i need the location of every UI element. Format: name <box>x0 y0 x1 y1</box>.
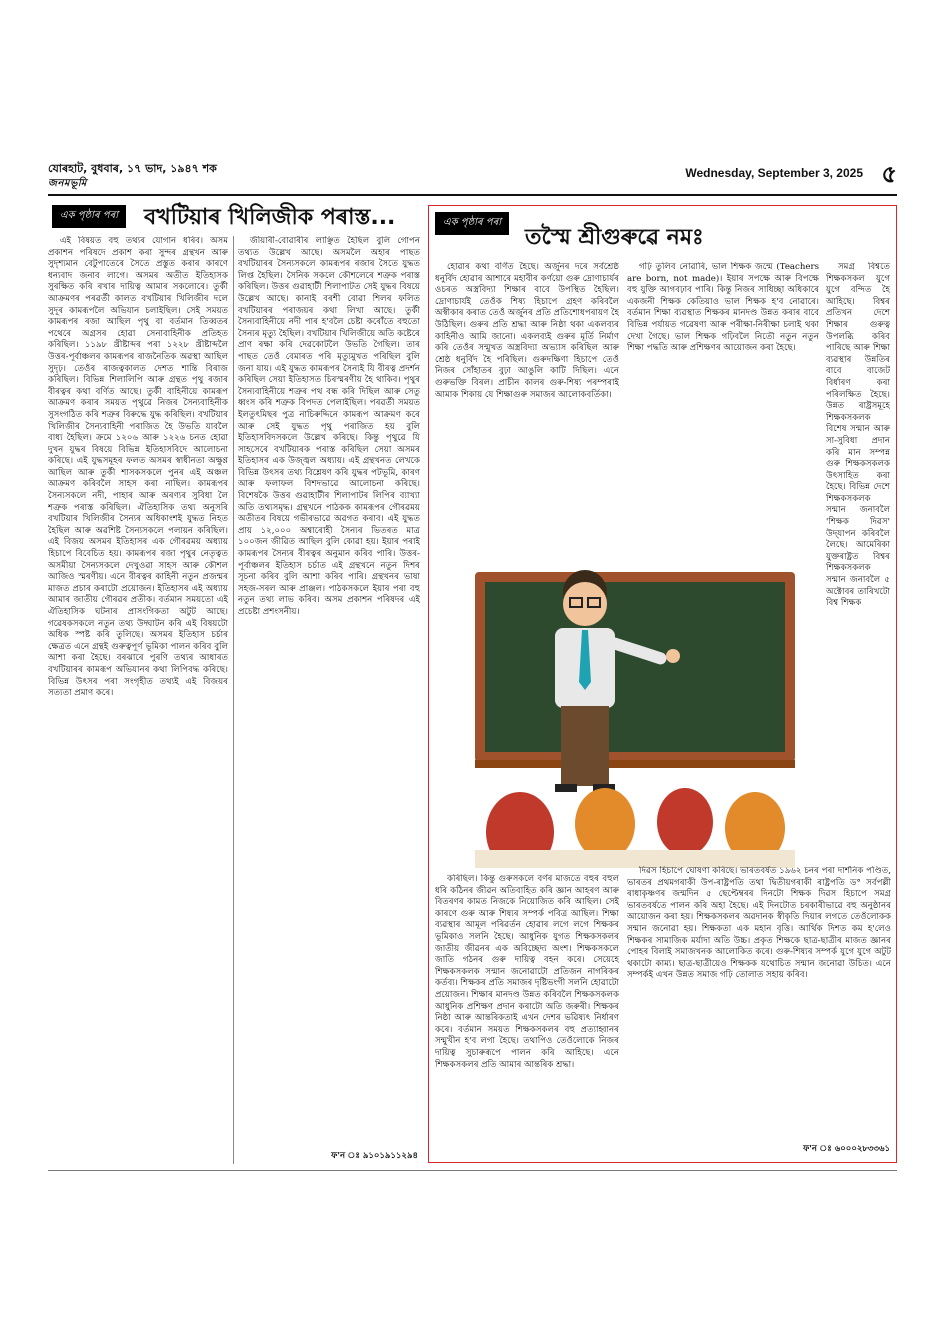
right-article-column-3: কৰিছিল। কিন্তু গুৰুসকলে বৰ্ণৰ মাজতে বহুৰ বহুল ধৰি কঠিনৰ জীৱন অতিবাহিত কৰি জ্ঞান আহৰণ আৰু বিতৰণৰ কামত নিজকে নিয়োজিত কৰি আছিল। সেই কাৰণে গুৰু আৰু শিষ্যৰ সম্পৰ্ক পবিত্ৰ আছিল। শিক্ষা ব্যৱস্থাৰ আমূল পৰিৱৰ্তন হোৱাৰ লগে লগে শিক্ষকৰ ভূমিকাও সলনি হৈছে। আধুনিক যুগত শিক্ষকসকলৰ জাতীয় জীৱনৰ এক অবিচ্ছেদ্য অংশ। শিক্ষকসকলে জাতি গঠনৰ গুৰু দায়িত্ব বহন কৰে। সেয়েহে শিক্ষকসকলক সন্মান জনোৱাটো প্ৰতিজন নাগৰিকৰ কৰ্তব্য। শিক্ষকৰ প্ৰতি সমাজৰ দৃষ্টিভংগী সলনি হোৱাটো প্ৰয়োজন। শিক্ষাৰ মানদণ্ড উন্নত কৰিবলৈ শিক্ষকসকলক আধুনিক প্ৰশিক্ষণ প্ৰদান কৰাটো অতি জৰুৰী। শিক্ষকৰ নিষ্ঠা আৰু আন্তৰিকতাই এখন দেশৰ ভৱিষ্যৎ নিৰ্ধাৰণ কৰে। বৰ্তমান সময়ত শিক্ষকসকলৰ বহু প্ৰত্যাহ্বানৰ সন্মুখীন হ'ব লগা হৈছে। তথাপিও তেওঁলোকে নিজৰ দায়িত্ব সুচাৰুৰূপে পালন কৰি আহিছে। এনে শিক্ষকসকলৰ প্ৰতি আমাৰ আন্তৰিক শ্ৰদ্ধা। <box>435 874 619 1070</box>
chalk-ledge <box>475 760 795 768</box>
right-article-column-4: দিৱস হিচাপে ঘোষণা কৰিছে। ভাৰতবৰ্ষত ১৯৬২ চনৰ পৰা দাৰ্শনিক পণ্ডিত, ভাৰতৰ প্ৰথমগৰাকী উপ-ৰাষ্ট্ৰপতি তথা দ্বিতীয়গৰাকী ৰাষ্ট্ৰপতি ড° সৰ্বপল্লী ৰাধাকৃষ্ণণৰ জন্মদিন ৫ ছেপ্টেম্বৰৰ দিনটো শিক্ষক দিৱস হিচাপে সমগ্ৰ ভাৰতবৰ্ষতে পালন কৰি অহা হৈছে। এই দিনটোত চৰকাৰীভাৱে বহু অনুষ্ঠানৰ আয়োজন কৰা হয়। শিক্ষকসকলৰ অৱদানক স্বীকৃতি দিয়াৰ লগতে তেওঁলোকক সন্মান জনোৱা হয়। শিক্ষকতা এক মহান বৃত্তি। আৰ্থিক দিশত কম হ'লেও শিক্ষকৰ সামাজিক মৰ্যাদা অতি উচ্চ। প্ৰকৃত শিক্ষকে ছাত্ৰ-ছাত্ৰীৰ মাজত জ্ঞানৰ পোহৰ বিলাই সমাজখনক আলোকিত কৰে। গুৰু-শিষ্যৰ সম্পৰ্ক যুগে যুগে অটুট থকাটো কাম্য। ছাত্ৰ-ছাত্ৰীয়েও শিক্ষকক যথোচিত সন্মান জনোৱা উচিত। এনে সম্পৰ্কই এখন উন্নত সমাজ গঢ়ি তোলাত সহায় কৰিব। <box>627 866 891 981</box>
page-number: ৫ <box>881 160 897 188</box>
right-article <box>428 205 897 1163</box>
header-rule <box>48 194 897 196</box>
left-headline: বখটিয়াৰ খিলিজীক পৰাস্ত... <box>144 205 396 230</box>
student-2 <box>575 788 635 860</box>
right-article-column-2: গঢ়ি তুলিব নোৱাৰি, ভাল শিক্ষক জন্মে (Teachers are born, not made)। ইয়াৰ সপক্ষে আৰু বিপক্ষে বহু যুক্তি আগবঢ়াব পাৰি। কিন্তু নিজৰ সাধিচ্ছা অধিকাৰে একজনী শিক্ষক কেতিয়াও ভাল শিক্ষক হ'ব নোৱাৰে। বৰ্তমান শিক্ষা ব্যৱস্থাত শিক্ষকৰ মানদণ্ড উন্নত কৰাৰ বাবে বিভিন্ন পৰ্যায়ত গৱেষণা আৰু পৰীক্ষা-নিৰীক্ষা চলাই থকা দেখা গৈছে। ভাল শিক্ষক গঢ়িবলৈ নিতৌ নতুন নতুন শিক্ষা পদ্ধতি আৰু প্ৰশিক্ষণৰ আয়োজন কৰা হৈছে। <box>627 262 819 354</box>
right-headline: তস্মৈ শ্ৰীগুৰুৱে নমঃ <box>525 225 704 250</box>
student-3 <box>657 788 713 856</box>
assamese-date: যোৰহাট, বুধবাৰ, ১৭ ভাদ, ১৯৪৭ শক <box>48 162 217 175</box>
continuation-tag: এক পৃষ্ঠাৰ পৰা <box>435 212 509 235</box>
left-article-column-2: জীয়াৰী-বোৱাৰীৰ লাঞ্ছিত হৈছিল বুলি গোপন তথ্যত উল্লেখ আছে। অসমলৈ অহাৰ পাছত বখটিয়াৰৰ সৈন্যসকলে কামৰূপৰ ৰজাৰ সৈতে যুদ্ধত লিপ্ত হৈছিল। সৈনিক সকলে কৌশলেৰে শত্ৰুক পৰাস্ত কৰিছিল। উত্তৰ গুৱাহাটী শিলাপাটত সেই যুদ্ধৰ বিষয়ে উল্লেখ আছে। কানাই বৰশী বোৱা শিলৰ ফলিত বখটিয়াৰৰ পৰাজয়ৰ কথা লিখা আছে। তুৰ্কী সৈন্যবাহিনীয়ে নদী পাৰ হ'বলৈ চেষ্টা কৰোঁতে বহুতো সৈন্যৰ মৃত্যু হৈছিল। বখটিয়াৰ খিলিজীয়ে অতি কষ্টেৰে প্ৰাণ ৰক্ষা কৰি দেৱকোটলৈ উভতি গৈছিল। তাৰ পাছত তেওঁ বেমাৰত পৰি মৃত্যুমুখত পৰিছিল বুলি জনা যায়। এই যুদ্ধত কামৰূপৰ সৈন্যই যি বীৰত্ব প্ৰদৰ্শন কৰিছিল সেয়া ইতিহাসত চিৰস্মৰণীয় হৈ থাকিব। পৃথুৰ সৈন্যবাহিনীয়ে শত্ৰুৰ পথ বন্ধ কৰি দিছিল আৰু সেতু ধ্বংস কৰি শত্ৰুক বিপদত পেলাইছিল। পৰৱৰ্তী সময়ত ইলতুৎমিছৰ পুত্ৰ নাচিৰুদ্দিনে কামৰূপ আক্ৰমণ কৰে আৰু সেই যুদ্ধত পৃথু পৰাজিত হয় বুলি ইতিহাসবিদসকলে উল্লেখ কৰিছে। কিন্তু পৃথুৱে যি সাহসেৰে বখটিয়াৰক পৰাস্ত কৰিছিল সেয়া অসমৰ ইতিহাসৰ এক উজ্জ্বল অধ্যায়। এই গ্ৰন্থখনত লেখকে বিভিন্ন উৎসৰ তথ্য বিশ্লেষণ কৰি যুদ্ধৰ পটভূমি, কাৰণ আৰু ফলাফল বিশদভাৱে আলোচনা কৰিছে। বিশেষকৈ উত্তৰ গুৱাহাটীৰ শিলাপাটৰ লিপিৰ ব্যাখ্যা অতি তথ্যসমৃদ্ধ। গ্ৰন্থখনে পাঠকক কামৰূপৰ গৌৰৱময় অতীতৰ বিষয়ে গভীৰভাৱে অৱগত কৰাব। এই যুদ্ধত প্ৰায় ১২,০০০ অশ্বাৰোহী সৈন্যৰ ভিতৰত মাত্ৰ ১০০জন জীৱিত আছিল বুলি কোৱা হয়। ইয়াৰ পৰাই কামৰূপৰ সৈন্যৰ বীৰত্বৰ অনুমান কৰিব পাৰি। উত্তৰ-পূৰ্বাঞ্চলৰ ইতিহাস চৰ্চাত এই গ্ৰন্থখনে নতুন দিশৰ সূচনা কৰিব বুলি আশা কৰিব পাৰি। গ্ৰন্থখনৰ ভাষা সহজ-সৰল আৰু প্ৰাঞ্জল। পাঠকসকলে ইয়াৰ পৰা বহু নতুন তথ্য লাভ কৰিব। অসম প্ৰকাশন পৰিষদৰ এই প্ৰচেষ্টা প্ৰশংসনীয়। <box>238 236 420 617</box>
right-author-phone: ফ'ন ঃ ৬০০০২৮৩৩৬১ <box>803 1144 890 1154</box>
masthead <box>48 152 897 192</box>
footer-rule <box>48 1170 897 1171</box>
newspaper-logo: জনমভূমি <box>48 178 87 189</box>
left-author-phone: ফ'ন ঃ ৯১০১৯১১২৯৪ <box>331 1151 418 1161</box>
english-date: Wednesday, September 3, 2025 <box>685 166 863 180</box>
teacher-shoe-left <box>555 784 577 792</box>
right-article-column-1: হোৱাৰ কথা বৰ্ণিত হৈছে। অৰ্জুনৰ দৰে সৰ্বশ্ৰেষ্ঠ ধনুৰ্বিদ হোৱাৰ আশাৰে মহাবীৰ কৰ্ণয়ো গুৰু দ্ৰোণাচাৰ্যৰ ওচৰত অস্ত্ৰবিদ্যা শিক্ষাৰ বাবে উপস্থিত হৈছিল। দ্ৰোণাচাৰ্যই তেওঁক শিষ্য হিচাপে গ্ৰহণ কৰিবলৈ অস্বীকাৰ কৰাত তেওঁ অৰ্জুনৰ প্ৰতি প্ৰতিশোধপৰায়ণ হৈ উঠিছিল। গুৰুৰ প্ৰতি শ্ৰদ্ধা আৰু নিষ্ঠা থকা একলব্যৰ কাহিনীও আমি জানো। একলব্যই গুৰুৰ মূৰ্তি নিৰ্মাণ কৰি তেওঁৰ সন্মুখত অস্ত্ৰবিদ্যা অভ্যাস কৰিছিল আৰু শ্ৰেষ্ঠ ধনুৰ্বিদ হৈ পৰিছিল। গুৰুদক্ষিণা হিচাপে তেওঁ নিজৰ সোঁহাতৰ বুঢ়া আঙুলি কাটি দিছিল। এনে গুৰুভক্তি বিৰল। প্ৰাচীন কালৰ গুৰু-শিষ্য পৰম্পৰাই আমাক শিকায় যে শিক্ষাগুৰু সমাজৰ আলোকবৰ্তিকা। <box>435 262 619 400</box>
teacher-hand <box>666 649 680 663</box>
chalkboard <box>485 582 785 752</box>
teacher-trousers <box>561 706 609 786</box>
teacher-classroom-illustration <box>435 532 821 868</box>
left-article-column-1: এই বিষয়ত বহু তথ্যৰ যোগান ধৰিব। অসম প্ৰকাশন পৰিষদে প্ৰকাশ কৰা সুন্দৰ গ্ৰন্থখন আৰু সুদৃশ্যমান বেটুপাতেৰে সৈতে প্ৰস্তুত কৰাৰ কাৰণে ধন্যবাদ জনাব লাগে। অসমৰ অতীত ইতিহাসক সুৰক্ষিত কৰি ৰখাৰ দায়িত্ব আমাৰ সকলোৰে। তুৰ্কী আক্ৰমণৰ পৰৱৰ্তী কালত বখটিয়াৰ খিলিজীৰ দলে সুদূৰ কামৰূপলৈ অভিযান চলাইছিল। সেই সময়ত কামৰূপৰ ৰজা আছিল পৃথু বা বৰ্তমান তিব্বতৰ পথেৰে অগ্ৰসৰ হোৱা সেনাবাহিনীক প্ৰতিহত কৰিছিল। ১১৯৮ খ্ৰীষ্টাব্দৰ পৰা ১২২৮ খ্ৰীষ্টাব্দলৈ উত্তৰ-পূৰ্বাঞ্চলৰ কামৰূপৰ ৰাজনৈতিক অৱস্থা আছিল সুদৃঢ়। তেওঁৰ ৰাজত্বকালত দেশত শান্তি বিৰাজ কৰিছিল। বিভিন্ন শিলালিপি আৰু গ্ৰন্থত পৃথু ৰজাৰ বীৰত্বৰ কথা বৰ্ণিত আছে। তুৰ্কী বাহিনীয়ে কামৰূপ আক্ৰমণ কৰাৰ সময়ত পৃথুৱে নিজৰ সৈন্যবাহিনীক সুসংগঠিত কৰি শত্ৰুৰ বিৰুদ্ধে যুদ্ধ কৰিছিল। বখটিয়াৰ খিলিজীৰ সৈন্যবাহিনী পৰাজিত হৈ উভতি যাবলৈ বাধ্য হৈছিল। ক্ৰমে ১২০৬ আৰু ১২২৬ চনত হোৱা দুখন যুদ্ধৰ বিষয়ে বিভিন্ন ইতিহাসবিদে আলোচনা কৰিছে। এই যুদ্ধসমূহৰ ফলত অসমৰ স্বাধীনতা অক্ষুণ্ণ আছিল আৰু তুৰ্কী শাসকসকলে পুনৰ এই অঞ্চল আক্ৰমণ কৰিবলৈ সাহস কৰা নাছিল। কামৰূপৰ সৈন্যসকলে নদী, পাহাৰ আৰু অৰণ্যৰ সুবিধা লৈ শত্ৰুক পৰাস্ত কৰিছিল। ঐতিহাসিক তথ্য অনুসৰি বখটিয়াৰ খিলিজীৰ সৈন্যৰ অধিকাংশই যুদ্ধত নিহত হৈছিল আৰু অৱশিষ্ট সৈন্যসকলে পলায়ন কৰিছিল। এই বিজয় অসমৰ ইতিহাসৰ এক গৌৰৱময় অধ্যায় হিচাপে বিবেচিত হয়। কামৰূপৰ ৰজা পৃথুৰ নেতৃত্বত অসমীয়া সৈন্যসকলে দেখুওৱা সাহস আৰু কৌশল আজিও স্মৰণীয়। এনে বীৰত্বৰ কাহিনী নতুন প্ৰজন্মৰ মাজত প্ৰচাৰ কৰাটো প্ৰয়োজন। ইতিহাসৰ এই অধ্যায় আমাৰ জাতীয় গৌৰৱৰ প্ৰতীক। বৰ্তমান সময়তো এই ঐতিহাসিক ঘটনাৰ প্ৰাসংগিকতা অটুট আছে। গৱেষকসকলে নতুন তথ্য উদ্ঘাটন কৰি এই বিষয়টো অধিক স্পষ্ট কৰি তুলিছে। অসমৰ ইতিহাস চৰ্চাৰ ক্ষেত্ৰত এনে গ্ৰন্থই গুৰুত্বপূৰ্ণ ভূমিকা পালন কৰিব বুলি আশা কৰা হৈছে। বৰঝাৰে পুৰণি তথ্যৰ আধাৰত বখটিয়াৰৰ কামৰূপ অভিযানৰ কথা লিপিবদ্ধ কৰিছে। বিভিন্ন উৎসৰ পৰা সংগৃহীত তথ্যই এই বিজয়ৰ সত্যতা প্ৰমাণ কৰে। <box>48 236 228 699</box>
continuation-tag: এক পৃষ্ঠাৰ পৰা <box>52 205 126 228</box>
column-divider <box>233 236 234 1164</box>
right-article-narrow-column: সমগ্ৰ বিশ্বতে শিক্ষকসকল যুগে যুগে বন্দিত হৈ আহিছে। বিশ্বৰ প্ৰতিখন দেশে শিক্ষাৰ গুৰুত্ব উপলব্ধি কৰিব পাৰিছে আৰু শিক্ষা ব্যৱস্থাৰ উন্নতিৰ বাবে বাজেট বিৰ্ধাৰণ কৰা পৰিলক্ষিত হৈছে। উন্নত ৰাষ্ট্ৰসমূহে শিক্ষকসকলক বিশেষ সন্মান আৰু সা-সুবিধা প্ৰদান কৰি মান সম্পন্ন গুৰু শিক্ষকসকলক উৎসাহিত কৰা হৈছে। বিভিন্ন দেশে শিক্ষকসকলক সন্মান জনাবলৈ 'শিক্ষক দিৱস' উদ্‌যাপন কৰিবলৈ লৈছে। আমেৰিকা যুক্তৰাষ্ট্ৰত বিশ্বৰ শিক্ষকসকলক সন্মান জনাবলৈ ৫ অক্টোবৰ তাৰিখটো বিশ্ব শিক্ষক <box>826 262 890 609</box>
left-article <box>48 200 422 1165</box>
